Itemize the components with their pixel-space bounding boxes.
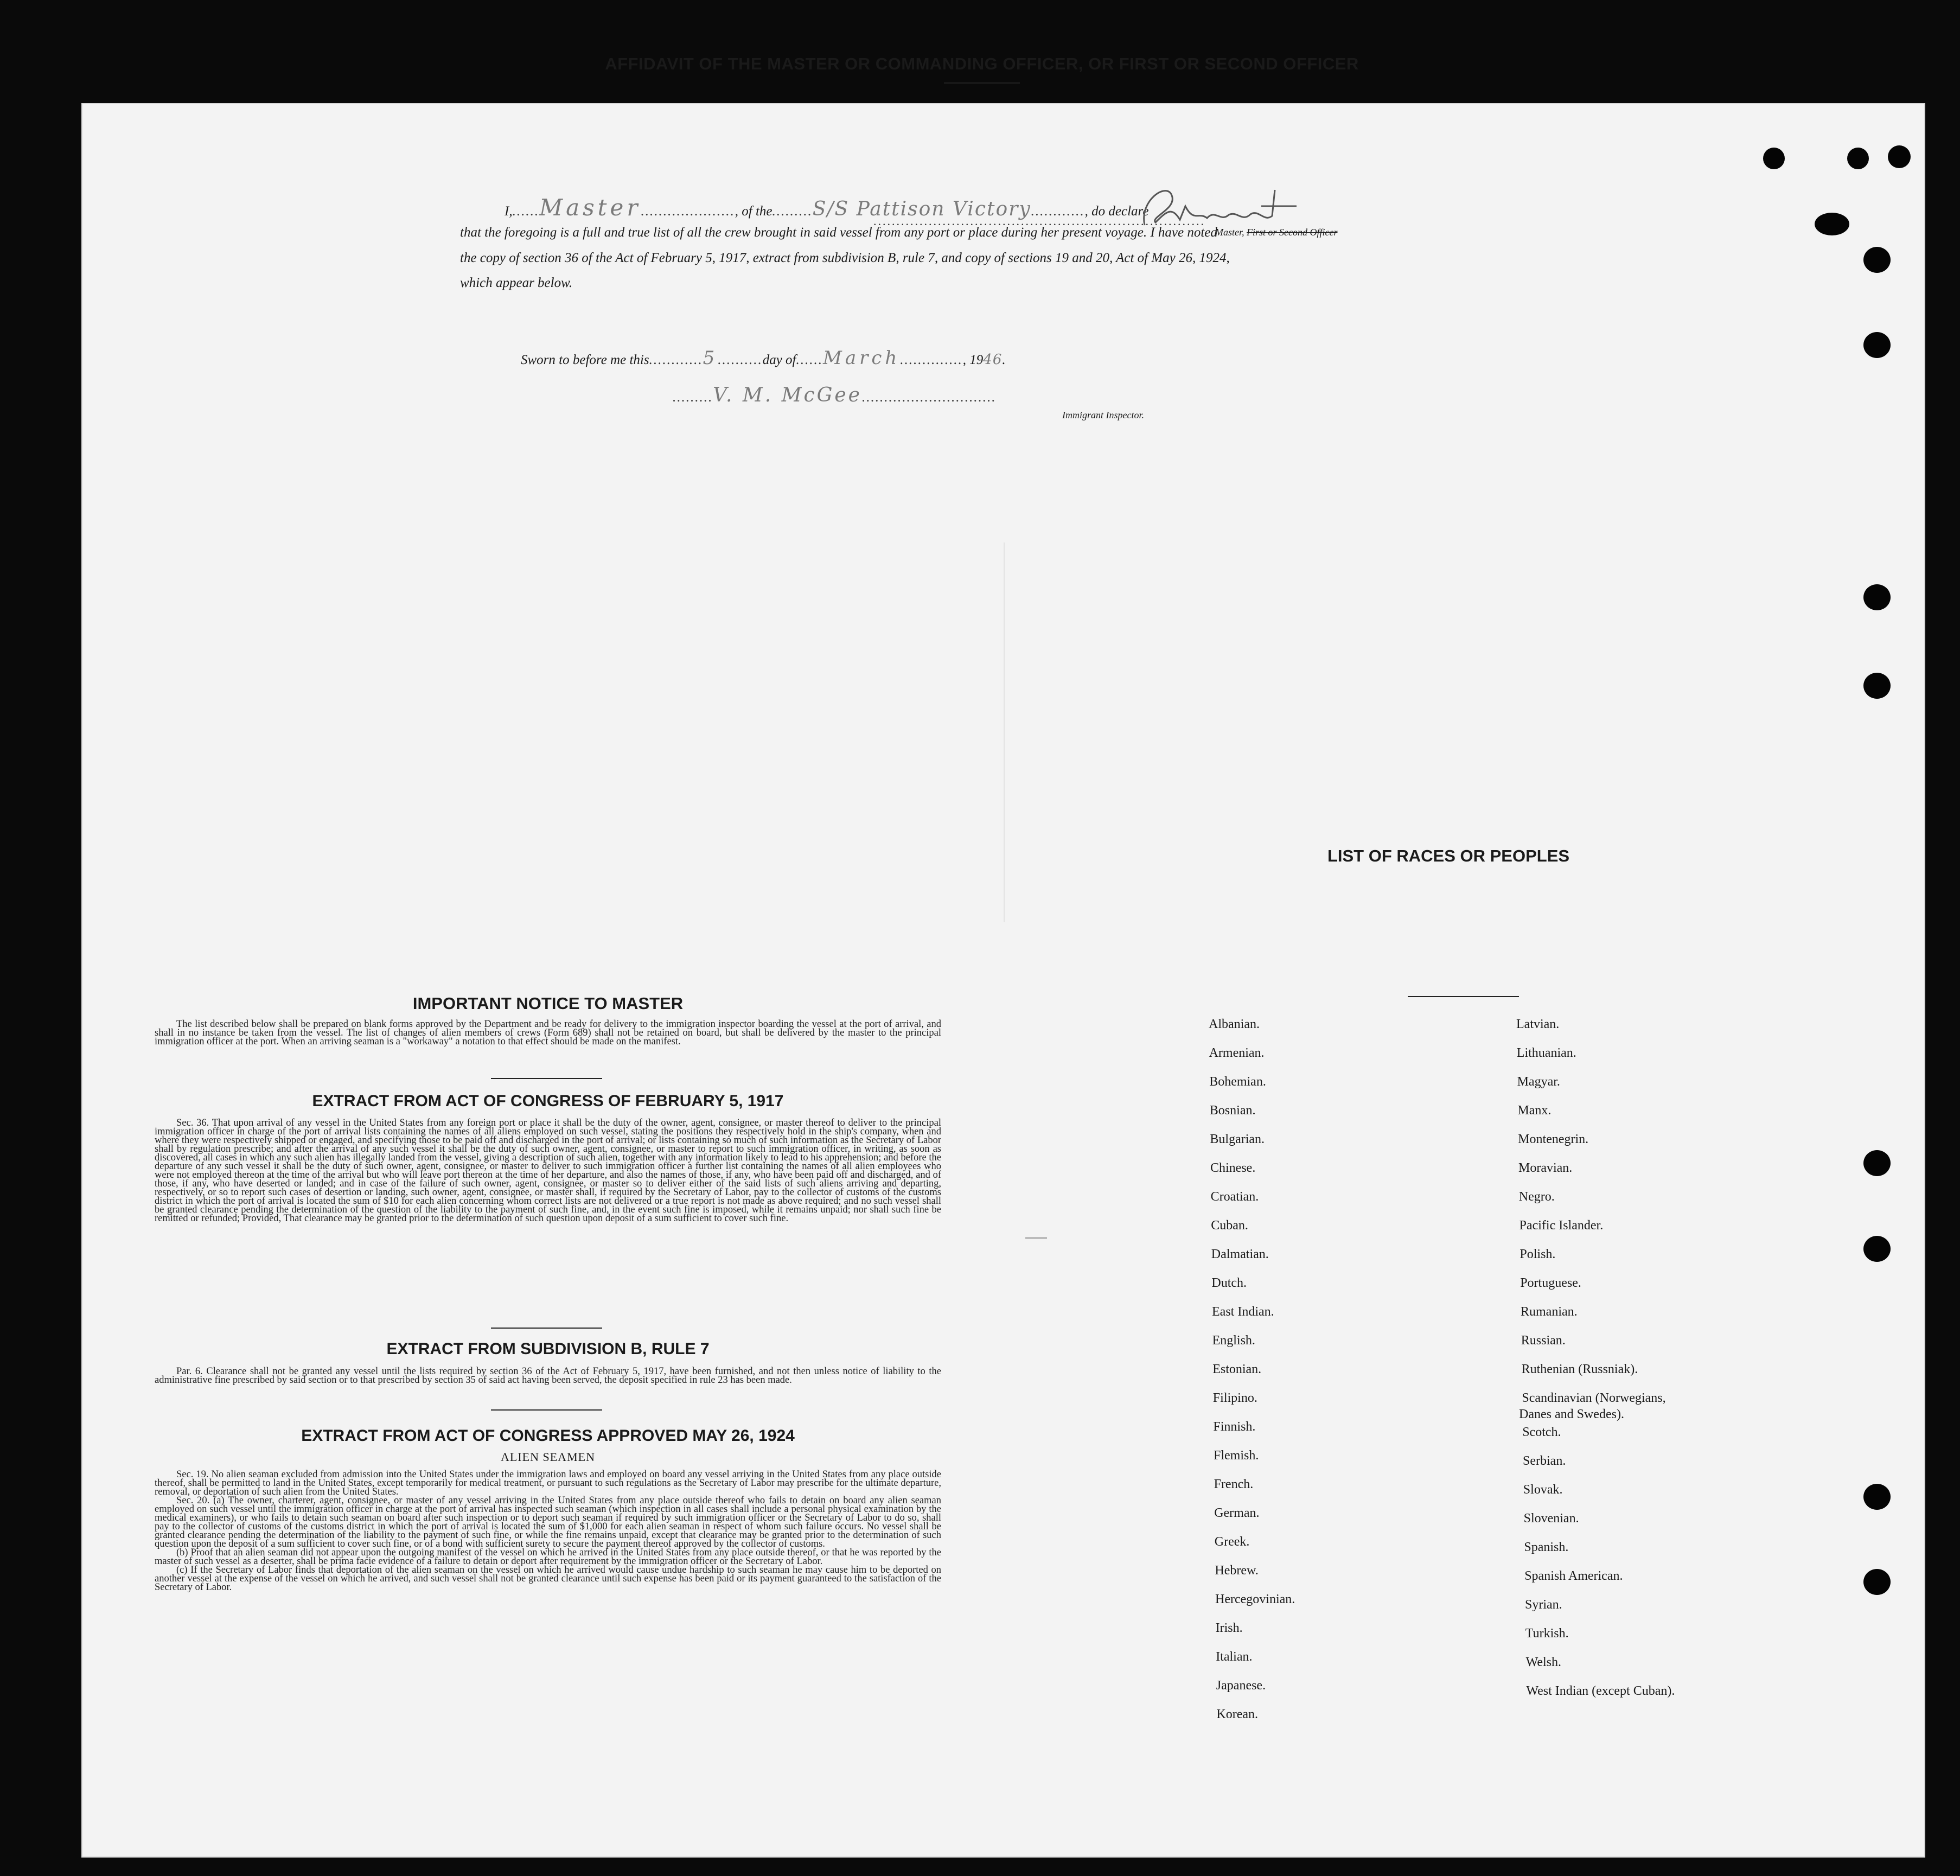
master-signature xyxy=(1134,179,1297,233)
binder-hole xyxy=(1863,247,1891,273)
race-item: Dalmatian. xyxy=(1211,1247,1269,1261)
extract-1924-title: EXTRACT FROM ACT OF CONGRESS APPROVED MAY 26, 1924 xyxy=(301,1427,795,1445)
sworn-day-of: day of xyxy=(762,353,796,367)
affidavit-do-declare: , do declare xyxy=(1084,204,1149,219)
rule7-title: EXTRACT FROM SUBDIVISION B, RULE 7 xyxy=(386,1340,710,1358)
race-item: Bulgarian. xyxy=(1210,1132,1265,1146)
sec-20a: Sec. 20. (a) The owner, charterer, agent, consignee, or master of any vessel arriving in the United States from any place outside thereof who fails to detain on board any alien seaman employed on such vessel until the immigration officer in charge at the port of arrival has inspected such seaman (which inspection in all cases shall include a personal physical examination by the medical examiners), or who fails to detain such seaman on board after such inspection or to deport such seaman if required by such immigration officer or the Secretary of Labor to do so, shall pay to the collector of customs of the customs district in which the port of arrival is located the sum of $1,000 for each alien seaman in respect of whom such failure occurs. No vessel shall be granted clearance pending the determination of the liability to the payment of such fine, or while the fine remains unpaid, except that clearance may be granted prior to the determination of such question upon the deposit of a sum sufficient to cover such fine, or of a bond with sufficient surety to secure the payment thereof approved by the collector of customs. xyxy=(155,1495,941,1549)
binder-hole xyxy=(1847,148,1869,169)
sworn-year-prefix: , 19 xyxy=(962,353,984,367)
affidavit-line-2: that the foregoing is a full and true list of all the crew brought in said vessel from any port or place during her present voyage. I have noted xyxy=(460,225,1217,240)
race-item: Bosnian. xyxy=(1209,1103,1256,1118)
rule7-body: Par. 6. Clearance shall not be granted any vessel until the lists required by section 36 of the Act of February 5, 1917, have been furnished, and not then unless notice of liability to the administrative fine prescribed by said section or to that prescribed by section 35 of said act having been served, the deposit specified in rule 23 has been made. xyxy=(155,1366,941,1386)
race-item: Negro. xyxy=(1518,1190,1555,1204)
race-item: Montenegrin. xyxy=(1518,1132,1589,1146)
affidavit-of-the: , of the xyxy=(735,204,772,219)
race-item: Slovak. xyxy=(1523,1483,1563,1497)
binder-hole xyxy=(1863,1484,1891,1510)
race-item: Lithuanian. xyxy=(1516,1046,1576,1060)
scan-artifact xyxy=(1025,1237,1047,1239)
race-item: Moravian. xyxy=(1518,1161,1573,1175)
extract-1917-title: EXTRACT FROM ACT OF CONGRESS OF FEBRUARY 5, 1917 xyxy=(312,1092,784,1110)
race-item: Magyar. xyxy=(1517,1075,1560,1089)
binder-hole xyxy=(1863,1236,1891,1262)
binder-hole xyxy=(1888,145,1911,168)
race-item: Ruthenian (Russniak). xyxy=(1521,1362,1638,1376)
race-item: Manx. xyxy=(1517,1103,1552,1118)
notice-title: IMPORTANT NOTICE TO MASTER xyxy=(412,994,684,1013)
sworn-line: Sworn to before me this............5..........day of......March.............., 1946. xyxy=(521,347,1006,369)
scan-artifact xyxy=(1004,543,1005,922)
race-item: Scotch. xyxy=(1522,1425,1561,1439)
binder-hole xyxy=(1863,673,1891,699)
extract-1924-body xyxy=(155,1470,941,1592)
handwritten-vessel-name: S/S Pattison Victory xyxy=(812,198,1031,220)
race-item: Serbian. xyxy=(1523,1454,1566,1468)
section-divider xyxy=(491,1409,602,1411)
race-item: Cuban. xyxy=(1211,1218,1248,1233)
extract-1917-body: Sec. 36. That upon arrival of any vessel in the United States from any foreign port or place it shall be the duty of the owner, agent, consignee, or master thereof to deliver to the principal immigration officer in charge of the port of arrival lists containing the names of all aliens employed on such vessel, stating the positions they respectively hold in the ship's company, when and where they were respectively shipped or engaged, and specifying those to be paid off and discharged in the port of arrival; or lists containing so much of such information as the Secretary of Labor shall by regulation prescribe; and after the arrival of any such vessel it shall be the duty of such owner, agent, consignee, or master to report to such immigration officer, in writing, as soon as discovered, all cases in which any such alien has illegally landed from the vessel, giving a description of such alien, together with any information likely to lead to his apprehension; and before the departure of any such vessel it shall be the duty of such owner, agent, consignee, or master to deliver to such immigration officer a further list containing the names of all alien employees who were not employed thereon at the time of the arrival but who will leave port thereon at the time of her departure, and also the names of those, if any, who have been paid off and discharged, and of those, if any, who have deserted or landed; and in case of the failure of such owner, agent, consignee, or master so to deliver either of the said lists of such aliens arriving and departing, respectively, or so to report such cases of desertion or landing, such owner, agent, consignee, or master shall, if required by the Secretary of Labor, pay to the collector of customs of the customs district in which the port of arrival is located the sum of $10 for each alien concerning whom correct lists are not delivered or a true report is not made as above required; and no such vessel shall be granted clearance pending the determination of the question of the liability to the payment of such fine, and, in the event such fine is imposed, while it remains unpaid; nor shall such fine be remitted or refunded; Provided, That clearance may be granted prior to the determination of such question upon deposit of a sum sufficient to cover such fine. xyxy=(155,1118,941,1224)
race-item: Irish. xyxy=(1215,1621,1243,1635)
race-item: Slovenian. xyxy=(1523,1511,1579,1526)
race-item: Finnish. xyxy=(1213,1420,1256,1434)
race-item: Dutch. xyxy=(1211,1276,1247,1290)
affidavit-line-1: I,......Master....................., of the.........S/S Pattison Victory............, do declare xyxy=(505,194,1149,221)
races-divider xyxy=(1408,996,1519,997)
binder-hole xyxy=(1763,148,1785,169)
race-item: Spanish American. xyxy=(1524,1569,1623,1583)
inspector-label: Immigrant Inspector. xyxy=(1062,410,1144,420)
race-item: Albanian. xyxy=(1209,1017,1260,1031)
race-item: German. xyxy=(1214,1506,1260,1520)
race-item: Japanese. xyxy=(1216,1679,1266,1693)
affidavit-i: I, xyxy=(505,204,513,219)
sec-19: Sec. 19. No alien seaman excluded from admission into the United States under the immigration laws and employed on board any vessel arriving in the United States from any place outside thereof, shall be permitted to land in the United States, except temporarily for medical treatment, or pursuant to such regulations as the Secretary of Labor may prescribe for the ultimate departure, removal, or deportation of such alien from the United States. xyxy=(155,1469,941,1497)
handwritten-year: 46 xyxy=(983,352,1003,368)
race-item: Pacific Islander. xyxy=(1519,1218,1604,1233)
handwritten-month: March xyxy=(823,347,901,369)
race-item: Flemish. xyxy=(1214,1449,1259,1463)
race-item: Estonian. xyxy=(1212,1362,1262,1376)
affidavit-title: AFFIDAVIT OF THE MASTER OR COMMANDING OFFICER, OR FIRST OR SECOND OFFICER xyxy=(605,54,1359,73)
binder-hole xyxy=(1863,1150,1891,1176)
race-item: Hebrew. xyxy=(1215,1564,1259,1578)
race-item: French. xyxy=(1214,1477,1254,1491)
races-title: LIST OF RACES OR PEOPLES xyxy=(1327,846,1570,865)
race-item: Turkish. xyxy=(1525,1626,1569,1641)
sec-20b: (b) Proof that an alien seaman did not appear upon the outgoing manifest of the vessel on which he arrived in the United States from any place outside thereof, or that he was reported by the master of such vessel as a deserter, shall be prima facie evidence of a failure to detain or deport after requirement by the immigration officer or the Secretary of Labor. xyxy=(155,1547,941,1567)
race-item: Bohemian. xyxy=(1209,1075,1266,1089)
inspector-line: .........V. M. McGee.............................. xyxy=(673,384,997,406)
race-item: Latvian. xyxy=(1516,1017,1560,1031)
binder-hole xyxy=(1863,332,1891,358)
sec-20c: (c) If the Secretary of Labor finds that deportation of the alien seaman on the vessel on which he arrived would cause undue hardship to such seaman he may cause him to be deported on another vessel at the expense of the vessel on which he arrived, and such vessel shall not be granted clearance until such expense has been paid or its payment guaranteed to the satisfaction of the Secretary of Labor. xyxy=(155,1565,941,1593)
race-item: Scandinavian (Norwegians, xyxy=(1522,1391,1666,1405)
race-item: Spanish. xyxy=(1524,1540,1569,1554)
race-item: East Indian. xyxy=(1212,1305,1274,1319)
race-item: Italian. xyxy=(1216,1650,1253,1664)
race-item: Russian. xyxy=(1521,1333,1566,1348)
race-item: Polish. xyxy=(1520,1247,1556,1261)
alien-seamen-subtitle: ALIEN SEAMEN xyxy=(501,1450,595,1464)
race-item: English. xyxy=(1212,1333,1255,1348)
race-item: Welsh. xyxy=(1525,1655,1561,1669)
race-item: Rumanian. xyxy=(1521,1305,1578,1319)
race-item: Filipino. xyxy=(1212,1391,1257,1405)
title-divider xyxy=(944,82,1020,84)
section-divider xyxy=(491,1328,602,1329)
race-item: Croatian. xyxy=(1210,1190,1259,1204)
race-item: Korean. xyxy=(1216,1707,1259,1721)
race-item: Syrian. xyxy=(1525,1598,1562,1612)
handwritten-master: Master xyxy=(539,194,641,221)
binder-hole xyxy=(1863,584,1891,610)
race-item: Chinese. xyxy=(1210,1161,1256,1175)
race-item: Danes and Swedes). xyxy=(1519,1407,1624,1421)
race-item: Hercegovinian. xyxy=(1215,1592,1295,1606)
affidavit-line-3: the copy of section 36 of the Act of February 5, 1917, extract from subdivision B, rule 7, and copy of sections 19 and 20, Act of May 26, 1924, xyxy=(460,251,1230,265)
race-item: Portuguese. xyxy=(1520,1276,1581,1290)
sworn-prefix: Sworn to before me this xyxy=(521,353,649,367)
signature-line: ........................................................................ xyxy=(873,214,1205,228)
binder-hole xyxy=(1815,213,1849,235)
binder-hole xyxy=(1863,1569,1891,1595)
master-label: Master, First or Second Officer xyxy=(1215,227,1338,238)
race-item: Greek. xyxy=(1214,1535,1250,1549)
handwritten-inspector-name: V. M. McGee xyxy=(713,384,862,406)
race-item: West Indian (except Cuban). xyxy=(1526,1684,1675,1698)
race-item: Armenian. xyxy=(1209,1046,1265,1060)
struck-officer-label: First or Second Officer xyxy=(1247,227,1338,238)
section-divider xyxy=(491,1078,602,1079)
notice-body: The list described below shall be prepared on blank forms approved by the Department and be ready for delivery to the immigration inspector boarding the vessel at the port of arrival, and shall in no instance be taken from the vessel. The list of changes of alien members of crews (Form 689) shall not be retained on board, but shall be delivered by the master to the principal immigration officer at the port. When an arriving seaman is a "workaway" a notation to that effect should be made on the manifest. xyxy=(155,1019,941,1047)
affidavit-line-4: which appear below. xyxy=(460,276,573,290)
handwritten-day: 5 xyxy=(703,347,718,369)
